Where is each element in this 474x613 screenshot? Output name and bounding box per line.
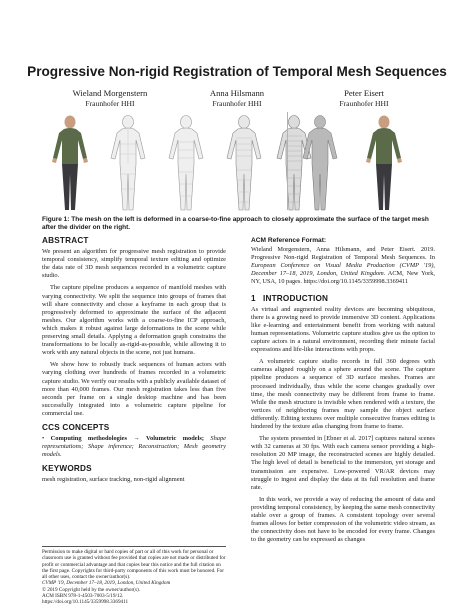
- introduction-heading: [251, 295, 435, 303]
- author-name: Peter Eisert: [344, 88, 384, 98]
- acm-reference-venue: European Conference on Visual Media Production (CVMP '19), December 17–18, 2019, London, United Kingdom.: [251, 261, 435, 277]
- permission-doi[interactable]: https://doi.org/10.1145/3359998.3369411: [42, 599, 129, 606]
- wireframe-mesh-1: [111, 116, 145, 211]
- left-column: [42, 237, 226, 489]
- wireframe-mesh-2: [169, 116, 203, 211]
- acm-reference-text: [251, 246, 435, 286]
- acm-reference-tail: ACM, New York, NY, USA, 10 pages. https://doi.org/10.1145/3359998.3369411: [251, 269, 435, 285]
- author-affiliation: Fraunhofer HHI: [339, 98, 389, 108]
- author-1: [45, 88, 175, 109]
- author-2: [172, 88, 302, 109]
- abstract-paragraph: We present an algorithm for progressive mesh registration to provide temporal consistency, simplify temporal texture editing and optimize the data rate of 3D mesh sequences recorded in a volumetric capture studio.: [42, 248, 226, 280]
- intro-paragraph: As virtual and augmented reality devices are becoming ubiquitous, there is a growing need to provide immersive 3D content. Applications like e-learning and entertainment benefit from working with natural human representations. Volumetric capture studios give us the option to capture actors in a natural environment, recording their minute facial expressions and life-like interactions with props.: [251, 305, 435, 354]
- ccs-secondary: Shape representations; Shape inference; Reconstruction; Mesh geometry models.: [42, 435, 227, 459]
- permission-copyright: © 2019 Copyright held by the owner/author(s).: [42, 586, 141, 593]
- author-name: Anna Hilsmann: [209, 88, 265, 98]
- author-affiliation: Fraunhofer HHI: [85, 98, 135, 108]
- acm-reference-heading: ACM Reference Format:: [251, 237, 327, 244]
- target-mesh-grey: [303, 116, 337, 211]
- target-mesh-textured: [366, 116, 402, 211]
- intro-paragraph: The system presented in [Ebner et al. 2017] captures natural scenes with 32 cameras at 30 fps. With each camera sensor providing a high-resolution 20 MP image, the reconstructed scenes are highly detailed. The high level of detail is beneficial to the immersion, yet storage and transmission are expensive. Low-powered VR/AR devices may struggle to ingest and display the data at its full resolution and frame rate.: [251, 435, 435, 491]
- wireframe-mesh-4: [277, 116, 311, 211]
- source-mesh-textured: [52, 116, 88, 211]
- teaser-figure: [42, 112, 432, 212]
- abstract-paragraph: We show how to robustly track sequences of human actors with varying clothing over hundreds of frames recorded in a volumetric capture studio. We verify our results with a publicly available dataset of more than 40,000 frames. Our mesh registration takes less than five seconds per frame on a single desktop machine and has been successfully integrated into a volumetric capture pipeline for commercial use.: [42, 361, 226, 417]
- permission-isbn: ACM ISBN 978-1-4503-7003-5/19/12.: [42, 593, 124, 600]
- permission-venue: CVMP '19, December 17–18, 2019, London, United Kingdom: [42, 580, 171, 587]
- abstract-heading: ABSTRACT: [42, 236, 89, 245]
- section-number: 1: [251, 293, 256, 303]
- keywords-text: mesh registration, surface tracking, non-rigid alignment: [42, 476, 185, 484]
- ccs-bullet: •: [42, 435, 45, 443]
- intro-paragraph: A volumetric capture studio records in full 360 degrees with cameras aligned roughly on a sphere around the scene. The capture pipeline produces a sequence of 3D surface meshes. Frames are processed individually, thus while the scene changes gradually over time, the mesh connectivity may be different from frame to frame. While the mesh structure is invisible when rendered with a texture, the vertices of neighboring frames may sample the object surface differently. Editing textures over multiple consecutive frames editing is hindered by the texture atlas changing from frame to frame.: [251, 358, 435, 431]
- keywords-heading: KEYWORDS: [42, 464, 92, 474]
- author-3: [299, 88, 429, 109]
- figure-caption: Figure 1: The mesh on the left is deformed in a coarse-to-fine approach to closely approximate the surface of the target mesh after the divider on the right.: [42, 216, 429, 232]
- ccs-concepts: [42, 435, 226, 459]
- section-title: INTRODUCTION: [263, 293, 329, 303]
- abstract-paragraph: The capture pipeline produces a sequence of manifold meshes with varying connectivity. We split the sequence into groups of frames that will share connectivity and chose a keyframe in each group that is progressively deformed to approximate the surface of the adjacent meshes. Our algorithm works with a coarse-to-fine ICP approach, which makes it robust against large deformations in the scene while preserving small details. Applying a deformation graph constrains the transformations to be locally as-rigid-as-possible, while allowing it to work with any natural objects in the scene, not just humans.: [42, 284, 226, 357]
- intro-paragraph: In this work, we provide a way of reducing the amount of data and providing temporal consistency, by keeping the same mesh connectivity stable over a group of frames. A consistent topology over several frames allows for better compression of the volumetric video stream, as the connectivity does not have to be encoded for every frame. Changes to the geometry can be expressed as changes: [251, 495, 435, 544]
- mesh-sequence-image: [42, 112, 432, 212]
- right-column: [251, 237, 435, 548]
- wireframe-mesh-3: [227, 116, 261, 211]
- author-affiliation: Fraunhofer HHI: [212, 98, 262, 108]
- ccs-heading: CCS CONCEPTS: [42, 422, 110, 432]
- acm-reference-authors: Wieland Morgenstern, Anna Hilsmann, and Peter Eisert. 2019. Progressive Non-rigid Registration of Temporal Mesh Sequences. In: [251, 246, 435, 261]
- page-title: Progressive Non-rigid Registration of Temporal Mesh Sequences: [27, 64, 447, 79]
- permission-notice: [42, 546, 226, 606]
- ccs-primary: Computing methodologies → Volumetric models;: [50, 435, 204, 443]
- author-name: Wieland Morgenstern: [72, 88, 148, 98]
- figure-divider: [287, 112, 288, 210]
- permission-text: Permission to make digital or hard copies of part or all of this work for personal or classroom use is granted without fee provided that copies are not made or distributed for profit or commercial advantage and that copies bear this notice and the full citation on the first page. Copyrights for third-party components of this work must be honored. For all other uses, contact the owner/author(s).: [42, 549, 226, 581]
